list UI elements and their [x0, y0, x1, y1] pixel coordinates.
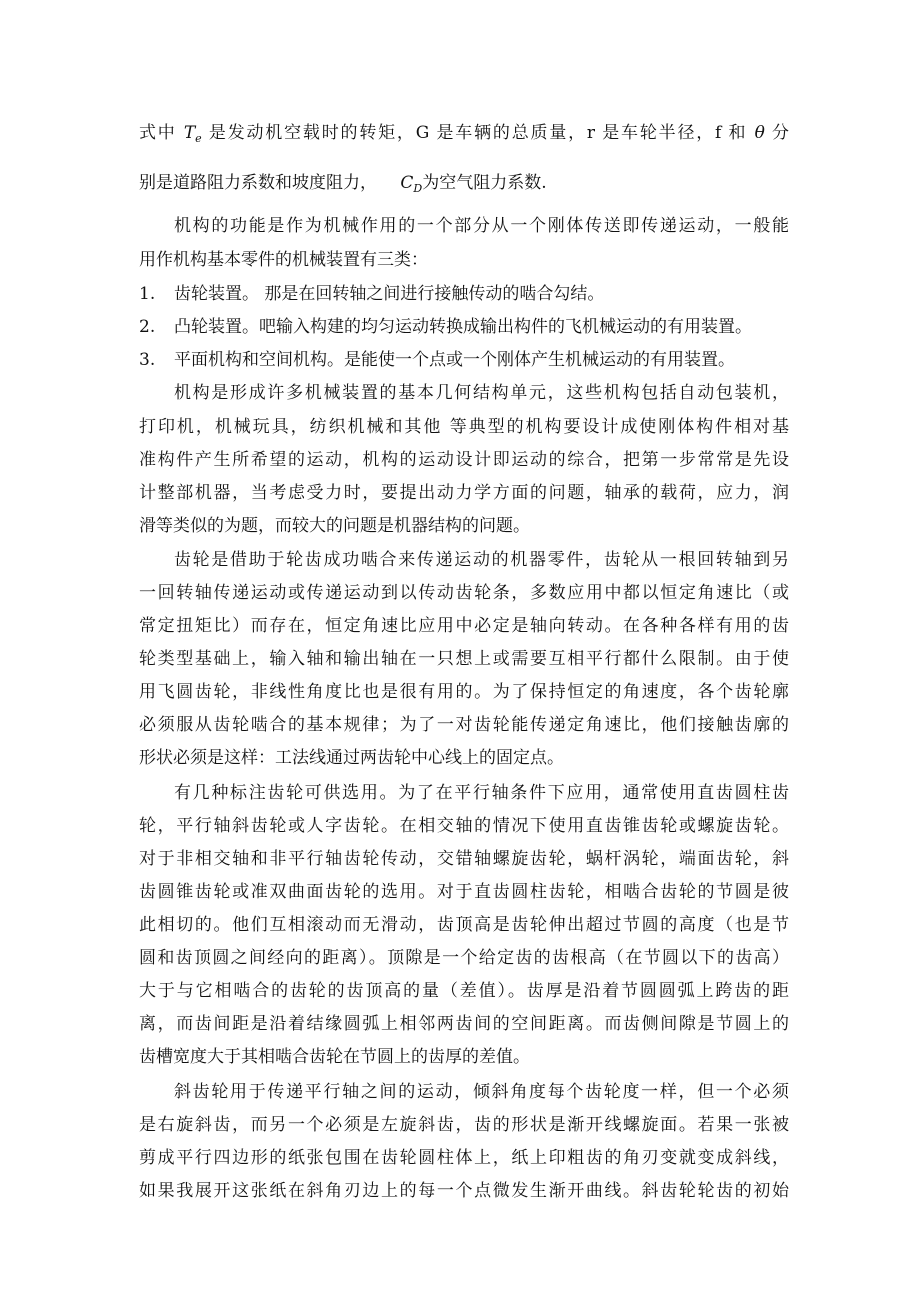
- paragraph-line: 必须服从齿轮啮合的基本规律；为了一对齿轮能传递定角速比，他们接触齿廓的: [139, 715, 789, 735]
- paragraph-line: 计整部机器，当考虑受力时，要提出动力学方面的问题，轴承的载荷，应力，润: [139, 483, 789, 503]
- paragraph-line: 圆和齿顶圆之间经向的距离）。顶隙是一个给定齿的齿根高（在节圆以下的齿高）: [139, 948, 789, 968]
- formula-note-line-1: [139, 119, 789, 147]
- paragraph-line: 准构件产生所希望的运动，机构的运动设计即运动的综合，把第一步常常是先设: [139, 450, 789, 470]
- list-number: 3.: [139, 350, 156, 370]
- paragraph-line: 对于非相交轴和非平行轴齿轮传动，交错轴螺旋齿轮，蜗杆涡轮，端面齿轮，斜: [139, 849, 789, 869]
- paragraph-line: 此相切的。他们互相滚动而无滑动，齿顶高是齿轮伸出超过节圆的高度（也是节: [139, 915, 789, 935]
- paragraph-line: 齿槽宽度大于其相啮合齿轮在节圆上的齿厚的差值。: [139, 1047, 530, 1067]
- list-item: 齿轮装置。 那是在回转轴之间进行接触传动的啮合勾结。: [174, 284, 605, 304]
- list-item: 凸轮装置。吧输入构建的均匀运动转换成输出构件的飞机械运动的有用装置。: [174, 317, 752, 337]
- paragraph-line: 轮，平行轴斜齿轮或人字齿轮。在相交轴的情况下使用直齿锥齿轮或螺旋齿轮。: [139, 816, 789, 836]
- paragraph-line: 滑等类似的为题，而较大的问题是机器结构的问题。: [139, 516, 530, 536]
- paragraph-line: 用飞圆齿轮，非线性角度比也是很有用的。为了保持恒定的角速度，各个齿轮廓: [139, 682, 789, 702]
- symbol-Cd: $C_D$: [400, 173, 423, 195]
- paragraph-line: 离，而齿间距是沿着结缘圆弧上相邻两齿间的空间距离。而齿侧间隙是节圆上的: [139, 1014, 789, 1034]
- paragraph-line: 大于与它相啮合的齿轮的齿顶高的量（差值）。齿厚是沿着节圆圆弧上跨齿的距: [139, 981, 789, 1001]
- symbol-theta: θ: [754, 123, 765, 143]
- symbol-Te: $T_e$: [183, 123, 202, 145]
- paragraph-line: 轮类型基础上，输入轴和输出轴在一只想上或需要互相平行都什么限制。由于使: [139, 649, 789, 669]
- paragraph-line: 机构是形成许多机械装置的基本几何结构单元，这些机构包括自动包装机，: [174, 383, 789, 403]
- paragraph-line: 形状必须是这样：工法线通过两齿轮中心线上的固定点。: [139, 748, 564, 768]
- paragraph-line: 是右旋斜齿，而另一个必须是左旋斜齿，齿的形状是渐开线螺旋面。若果一张被: [139, 1115, 789, 1135]
- text-segment: 式中: [139, 123, 177, 143]
- list-number: 1.: [139, 284, 156, 304]
- paragraph-line: 机构的功能是作为机械作用的一个部分从一个刚体传送即传递运动，一般能: [174, 216, 789, 236]
- text-segment: 别是道路阻力系数和坡度阻力，: [139, 173, 377, 193]
- paragraph-line: 一回转轴传递运动或传递运动到以传动齿轮条，多数应用中都以恒定角速比（或: [139, 583, 789, 603]
- text-segment: 分: [772, 123, 789, 143]
- list-number: 2.: [139, 317, 156, 337]
- paragraph-line: 打印机，机械玩具，纺织机械和其他 等典型的机构要设计成使刚体构件相对基: [139, 417, 789, 437]
- paragraph-line: 如果我展开这张纸在斜角刃边上的每一个点微发生渐开曲线。斜齿轮轮齿的初始: [139, 1181, 789, 1201]
- paragraph-line: 齿圆锥齿轮或准双曲面齿轮的选用。对于直齿圆柱齿轮，相啮合齿轮的节圆是彼: [139, 882, 789, 902]
- formula-note-line-2: [139, 169, 789, 197]
- list-item: 平面机构和空间机构。是能使一个点或一个刚体产生机械运动的有用装置。: [174, 350, 735, 370]
- paragraph-line: 常定扭矩比）而存在，恒定角速比应用中必定是轴向转动。在各种各样有用的齿: [139, 616, 789, 636]
- paragraph-line: 齿轮是借助于轮齿成功啮合来传递运动的机器零件，齿轮从一根回转轴到另: [174, 550, 789, 570]
- text-segment: 是发动机空载时的转矩，G 是车辆的总质量，r 是车轮半径，f 和: [208, 123, 748, 143]
- paragraph-line: 有几种标注齿轮可供选用。为了在平行轴条件下应用，通常使用直齿圆柱齿: [174, 783, 789, 803]
- text-segment: 为空气阻力系数.: [422, 173, 547, 193]
- paragraph-line: 剪成平行四边形的纸张包围在齿轮圆柱体上，纸上印粗齿的角刃变就变成斜线，: [139, 1148, 789, 1168]
- paragraph-line: 用作机构基本零件的机械装置有三类：: [139, 250, 428, 270]
- paragraph-line: 斜齿轮用于传递平行轴之间的运动，倾斜角度每个齿轮度一样，但一个必须: [174, 1082, 789, 1102]
